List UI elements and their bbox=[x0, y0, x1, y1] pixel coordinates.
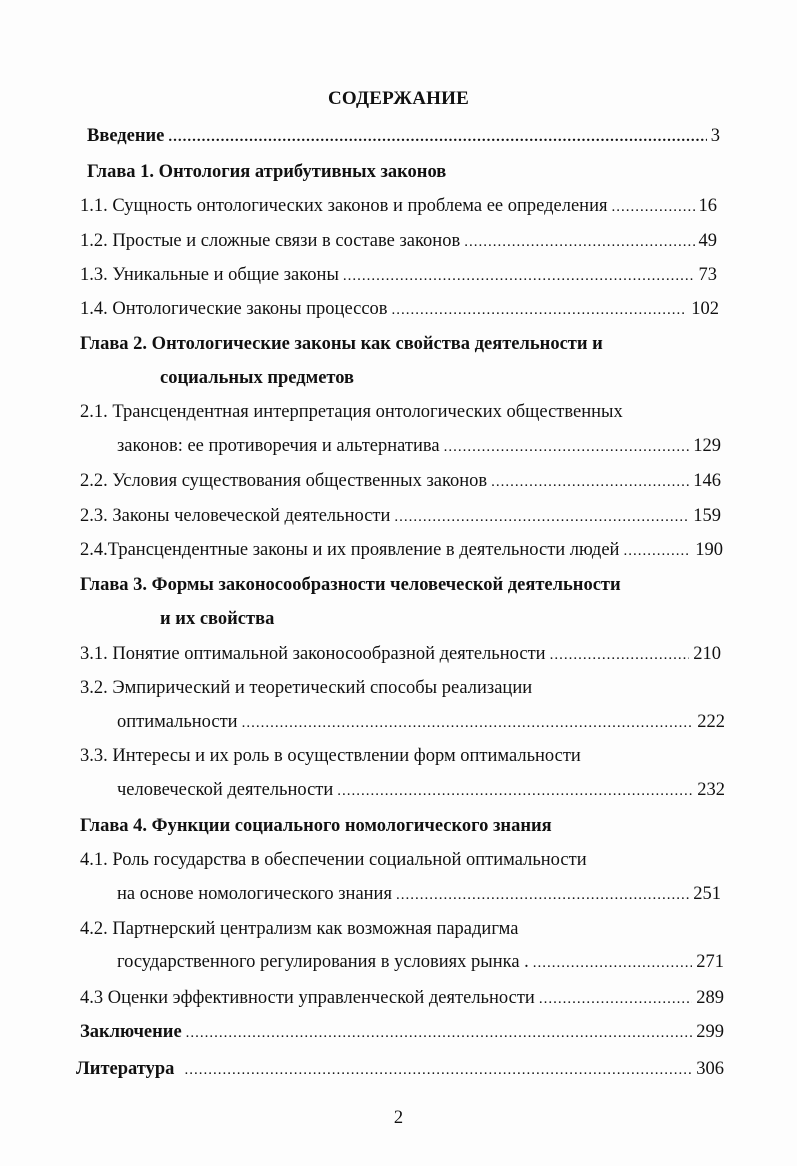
toc-entry-label: 1.2. Простые и сложные связи в составе законов bbox=[80, 231, 461, 251]
toc-entry-label: Литература bbox=[76, 1059, 175, 1079]
dot-leader bbox=[337, 779, 693, 803]
toc-entry-page: 159 bbox=[693, 506, 721, 526]
toc-entry-1-2 bbox=[80, 229, 717, 254]
toc-entry-page: 271 bbox=[696, 952, 724, 972]
toc-entry-4-1 bbox=[117, 882, 721, 907]
dot-leader bbox=[184, 1058, 692, 1082]
chapter-heading-2-line1: Глава 2. Онтологические законы как свойства деятельности и bbox=[80, 334, 603, 354]
toc-entry-page: 146 bbox=[693, 471, 721, 491]
chapter-heading-2-line2: социальных предметов bbox=[160, 368, 355, 388]
dot-leader bbox=[168, 125, 706, 149]
toc-entry-page: 299 bbox=[696, 1022, 724, 1042]
toc-entry-2-1 bbox=[117, 434, 721, 459]
toc-entry-page: 3 bbox=[710, 126, 720, 146]
dot-leader bbox=[394, 505, 689, 529]
toc-entry-3-3 bbox=[117, 778, 725, 803]
toc-entry-conclusion bbox=[80, 1020, 724, 1045]
toc-entry-label: 1.1. Сущность онтологических законов и проблема ее определения bbox=[80, 196, 608, 216]
page-title: СОДЕРЖАНИЕ bbox=[328, 88, 469, 109]
dot-leader bbox=[491, 470, 689, 494]
dot-leader bbox=[623, 539, 691, 563]
toc-entry-4-2 bbox=[117, 950, 724, 975]
toc-entry-label: государственного регулирования в условиях рынка . bbox=[117, 952, 529, 972]
dot-leader bbox=[464, 230, 694, 254]
toc-entry-3-2 bbox=[117, 710, 725, 735]
toc-entry-4-3 bbox=[80, 986, 724, 1011]
toc-entry-label: 3.1. Понятие оптимальной законосообразной деятельности bbox=[80, 644, 546, 664]
toc-entry-page: 306 bbox=[696, 1059, 724, 1079]
toc-entry-label: 2.3. Законы человеческой деятельности bbox=[80, 506, 391, 526]
page-number: 2 bbox=[393, 1108, 404, 1128]
toc-entry-2-2 bbox=[80, 469, 721, 494]
dot-leader bbox=[396, 883, 689, 907]
toc-entry-page: 190 bbox=[695, 540, 723, 560]
toc-entry-label: человеческой деятельности bbox=[117, 780, 334, 800]
dot-leader bbox=[612, 195, 695, 219]
toc-entry-label: 4.3 Оценки эффективности управленческой деятельности bbox=[80, 988, 535, 1008]
dot-leader bbox=[343, 264, 695, 288]
toc-entry-page: 251 bbox=[693, 884, 721, 904]
toc-entry-page: 102 bbox=[691, 299, 719, 319]
toc-entry-4-1-line1: 4.1. Роль государства в обеспечении социальной оптимальности bbox=[80, 850, 587, 870]
toc-entry-label: на основе номологического знания bbox=[117, 884, 392, 904]
toc-entry-1-3 bbox=[80, 263, 717, 288]
dot-leader bbox=[539, 987, 692, 1011]
toc-entry-label: 1.3. Уникальные и общие законы bbox=[80, 265, 339, 285]
toc-entry-1-4 bbox=[80, 297, 719, 322]
dot-leader bbox=[186, 1021, 693, 1045]
dot-leader bbox=[550, 643, 690, 667]
chapter-heading-3-line2: и их свойства bbox=[160, 609, 275, 629]
toc-entry-label: оптимальности bbox=[117, 712, 238, 732]
toc-entry-label: 2.2. Условия существования общественных законов bbox=[80, 471, 488, 491]
dot-leader bbox=[444, 435, 690, 459]
chapter-heading-4: Глава 4. Функции социального номологического знания bbox=[80, 816, 552, 836]
toc-entry-intro bbox=[87, 124, 720, 149]
toc-entry-page: 222 bbox=[697, 712, 725, 732]
toc-entry-1-1 bbox=[80, 194, 717, 219]
chapter-heading-3-line1: Глава 3. Формы законосообразности человеческой деятельности bbox=[80, 575, 621, 595]
dot-leader bbox=[533, 951, 692, 975]
toc-entry-3-2-line1: 3.2. Эмпирический и теоретический способы реализации bbox=[80, 678, 533, 698]
toc-entry-label: 2.4.Трансцендентные законы и их проявление в деятельности людей bbox=[80, 540, 620, 560]
toc-entry-2-1-line1: 2.1. Трансцендентная интерпретация онтологических общественных bbox=[80, 402, 623, 422]
toc-entry-literature bbox=[76, 1057, 724, 1082]
toc-entry-2-4 bbox=[80, 538, 723, 563]
toc-entry-page: 232 bbox=[697, 780, 725, 800]
toc-entry-page: 49 bbox=[698, 231, 717, 251]
toc-entry-4-2-line1: 4.2. Партнерский централизм как возможная парадигма bbox=[80, 919, 519, 939]
toc-entry-page: 129 bbox=[693, 436, 721, 456]
dot-leader bbox=[392, 298, 688, 322]
toc-entry-page: 16 bbox=[698, 196, 717, 216]
toc-entry-page: 289 bbox=[696, 988, 724, 1008]
toc-entry-3-1 bbox=[80, 642, 721, 667]
toc-entry-3-3-line1: 3.3. Интересы и их роль в осуществлении форм оптимальности bbox=[80, 746, 581, 766]
toc-entry-label: Введение bbox=[87, 126, 165, 146]
toc-entry-label: законов: ее противоречия и альтернатива bbox=[117, 436, 440, 456]
dot-leader bbox=[242, 711, 694, 735]
toc-entry-page: 210 bbox=[693, 644, 721, 664]
toc-entry-page: 73 bbox=[698, 265, 717, 285]
chapter-heading-1: Глава 1. Онтология атрибутивных законов bbox=[87, 162, 447, 182]
toc-entry-label: Заключение bbox=[80, 1022, 182, 1042]
toc-entry-2-3 bbox=[80, 504, 721, 529]
toc-entry-label: 1.4. Онтологические законы процессов bbox=[80, 299, 388, 319]
